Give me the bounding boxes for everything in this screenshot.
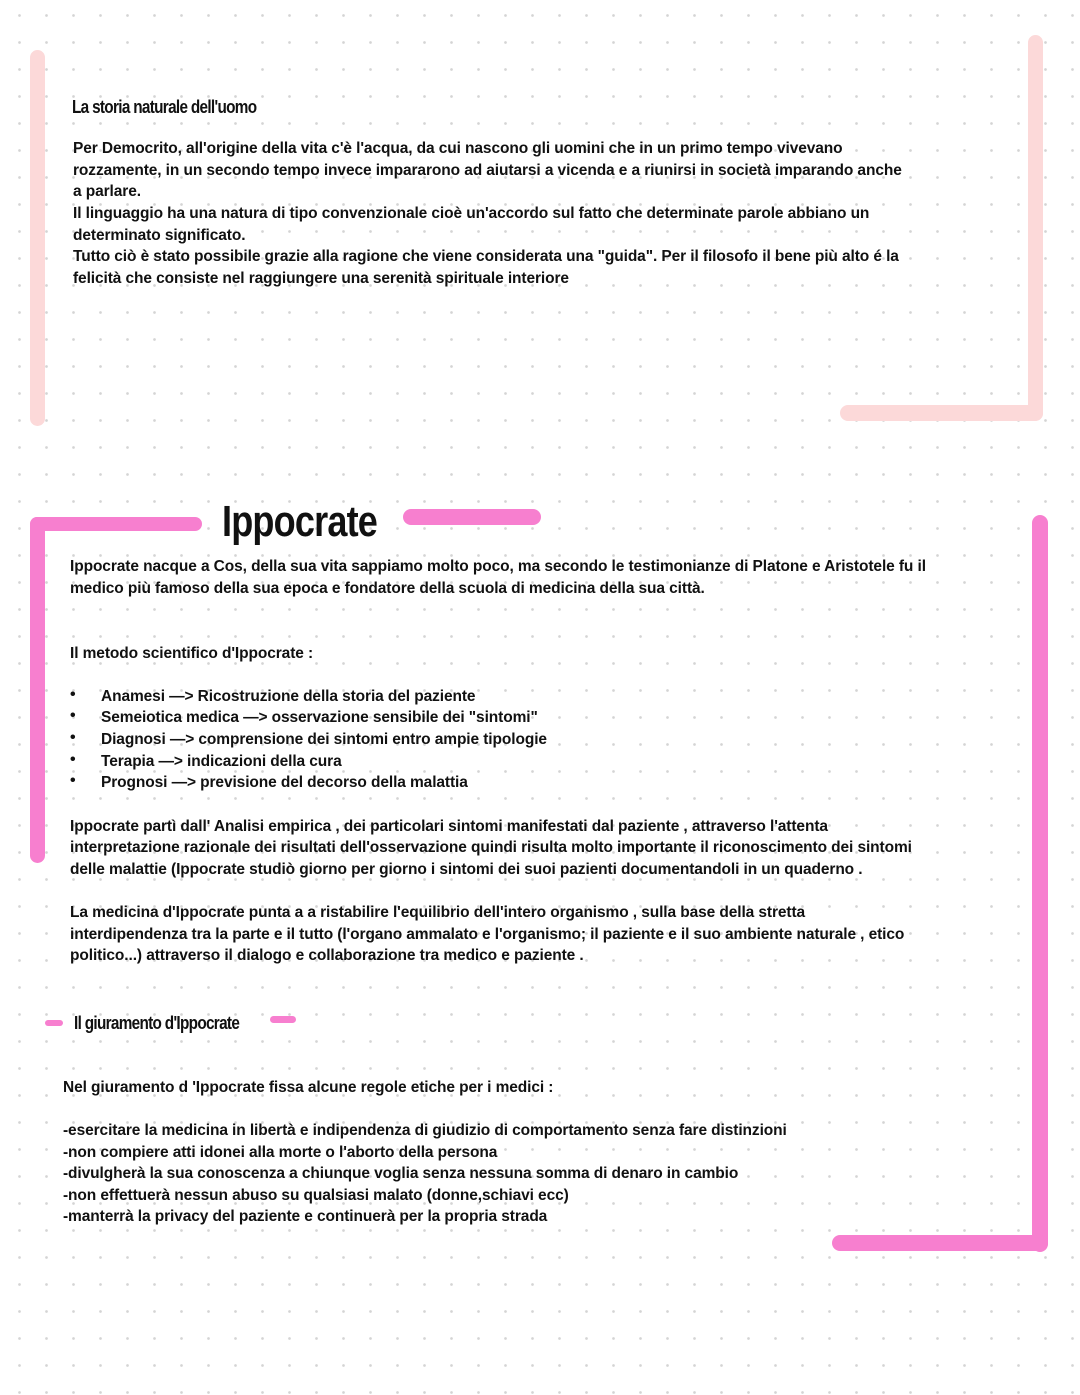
text-line: felicità che consiste nel raggiungere una serenità spirituale interiore	[73, 270, 569, 287]
frame-left-bar	[30, 517, 45, 863]
bullet: •	[70, 686, 76, 703]
list-item: Anamesi —> Ricostruzione della storia del paziente	[101, 688, 476, 705]
subheading: Il giuramento d'Ippocrate	[74, 1013, 240, 1033]
frame-bottom-bar	[832, 1235, 1048, 1251]
list-item: -divulgherà la sua conoscenza a chiunque voglia senza nessuna somma di denaro in cambio	[63, 1165, 739, 1182]
list-item: Terapia —> indicazioni della cura	[101, 753, 342, 770]
list-item: Semeiotica medica —> osservazione sensibile dei "sintomi"	[101, 709, 538, 726]
list-item: -non compiere atti idonei alla morte o l'aborto della persona	[63, 1144, 498, 1161]
section-title: La storia naturale dell'uomo	[72, 97, 257, 117]
text-line: politico...) attraverso il dialogo e collaborazione tra medico e paziente .	[70, 947, 584, 964]
text-line: Il linguaggio ha una natura di tipo convenzionale cioè un'accordo sul fatto che determinate parole abbiano un	[73, 205, 870, 222]
bullet: •	[70, 751, 76, 768]
text-line: rozzamente, in un secondo tempo invece impararono ad aiutarsi a vicenda e a riunirsi in società imparando anche	[73, 162, 902, 179]
text-line: Per Democrito, all'origine della vita c'è l'acqua, da cui nascono gli uomini che in un primo tempo vivevano	[73, 140, 843, 157]
list-item: Prognosi —> previsione del decorso della malattia	[101, 774, 468, 791]
text-line: delle malattie (Ippocrate studiò giorno per giorno i sintomi dei suoi pazienti documentandoli in un quaderno .	[70, 861, 863, 878]
method-heading: Il metodo scientifico d'Ippocrate :	[70, 645, 314, 662]
text-line: Tutto ciò è stato possibile grazie alla ragione che viene considerata una "guida". Per il filosofo il bene più alto é la	[73, 248, 899, 265]
frame-right-bar	[1028, 35, 1043, 421]
frame-top-left-bar	[30, 517, 202, 531]
frame-left-bar	[30, 50, 45, 426]
text-line: La medicina d'Ippocrate punta a a ristabilire l'equilibrio dell'intero organismo , sulla base della stretta	[70, 904, 806, 921]
heading-dash-left	[45, 1020, 63, 1026]
frame-right-bar	[1032, 515, 1048, 1252]
page-title: Ippocrate	[222, 497, 378, 546]
text-line: a parlare.	[73, 183, 141, 200]
text-line: Ippocrate partì dall' Analisi empirica , dei particolari sintomi manifestati dal paziente , attraverso l'attenta	[70, 818, 828, 835]
frame-bottom-bar	[840, 405, 1043, 421]
title-pill	[403, 509, 541, 525]
text-line: interpretazione razionale dei risultati dell'osservazione quindi risulta molto importante il riconoscimento dei sintomi	[70, 839, 912, 856]
list-item: Diagnosi —> comprensione dei sintomi entro ampie tipologie	[101, 731, 547, 748]
heading-dash-right	[270, 1016, 296, 1023]
list-item: -manterrà la privacy del paziente e continuerà per la propria strada	[63, 1208, 548, 1225]
text-line: medico più famoso della sua epoca e fondatore della scuola di medicina della sua città.	[70, 580, 705, 597]
text-line: interdipendenza tra la parte e il tutto (l'organo ammalato e l'organismo; il paziente e il suo ambiente naturale , etico	[70, 926, 905, 943]
bullet: •	[70, 729, 76, 746]
list-item: -esercitare la medicina in libertà e indipendenza di giudizio di comportamento senza fare distinzioni	[63, 1122, 787, 1139]
bullet: •	[70, 707, 76, 724]
text-line: Nel giuramento d 'Ippocrate fissa alcune regole etiche per i medici :	[63, 1079, 554, 1096]
list-item: -non effettuerà nessun abuso su qualsiasi malato (donne,schiavi ecc)	[63, 1187, 569, 1204]
text-line: determinato significato.	[73, 227, 246, 244]
bullet: •	[70, 772, 76, 789]
text-line: Ippocrate nacque a Cos, della sua vita sappiamo molto poco, ma secondo le testimonianze di Platone e Aristotele fu il	[70, 558, 926, 575]
